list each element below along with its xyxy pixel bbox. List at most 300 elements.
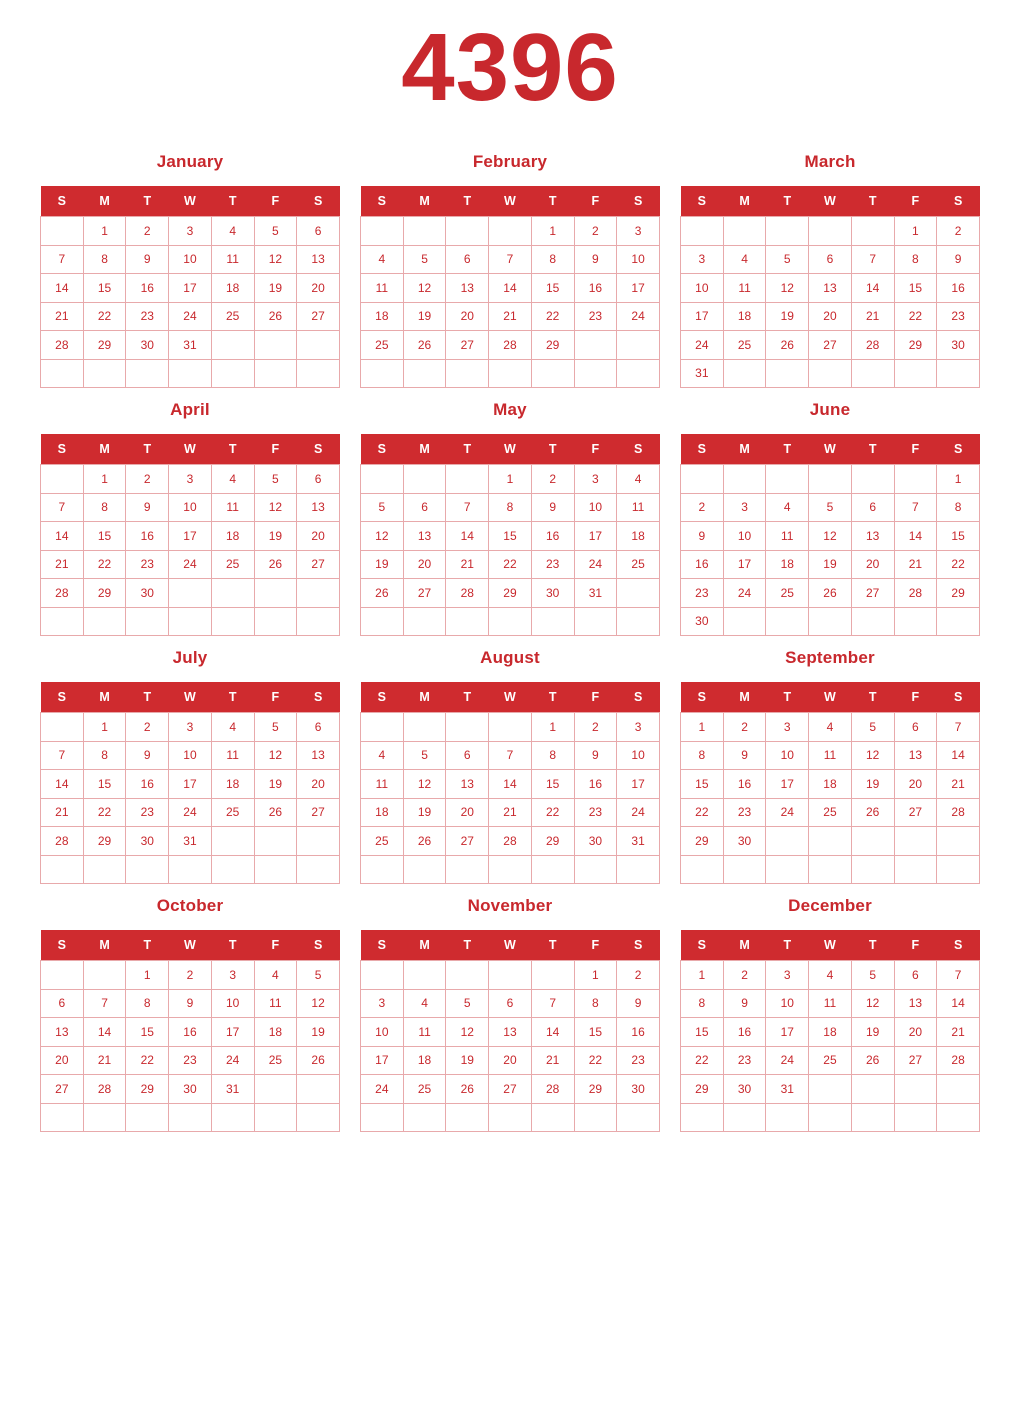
day-cell[interactable]: 20 xyxy=(297,522,340,551)
day-cell[interactable]: 22 xyxy=(574,1046,617,1075)
day-cell[interactable]: 30 xyxy=(126,331,169,360)
day-cell[interactable]: 15 xyxy=(531,770,574,799)
day-cell[interactable]: 14 xyxy=(489,274,532,303)
day-cell[interactable]: 18 xyxy=(809,770,852,799)
day-cell[interactable]: 23 xyxy=(169,1046,212,1075)
day-cell[interactable]: 9 xyxy=(126,741,169,770)
day-cell[interactable]: 6 xyxy=(297,713,340,742)
day-cell[interactable]: 12 xyxy=(297,989,340,1018)
day-cell[interactable]: 23 xyxy=(723,798,766,827)
day-cell[interactable]: 29 xyxy=(531,331,574,360)
day-cell[interactable]: 13 xyxy=(41,1018,84,1047)
day-cell[interactable]: 16 xyxy=(617,1018,660,1047)
day-cell[interactable]: 15 xyxy=(83,274,126,303)
day-cell[interactable]: 21 xyxy=(489,302,532,331)
day-cell[interactable]: 11 xyxy=(254,989,297,1018)
day-cell[interactable]: 28 xyxy=(83,1075,126,1104)
day-cell[interactable]: 15 xyxy=(681,1018,724,1047)
day-cell[interactable]: 28 xyxy=(894,579,937,608)
day-cell[interactable]: 27 xyxy=(894,1046,937,1075)
day-cell[interactable]: 12 xyxy=(851,741,894,770)
day-cell[interactable]: 25 xyxy=(403,1075,446,1104)
day-cell[interactable]: 30 xyxy=(574,827,617,856)
day-cell[interactable]: 18 xyxy=(361,798,404,827)
day-cell[interactable]: 3 xyxy=(169,465,212,494)
day-cell[interactable]: 17 xyxy=(681,302,724,331)
day-cell[interactable]: 13 xyxy=(851,522,894,551)
day-cell[interactable]: 20 xyxy=(446,798,489,827)
day-cell[interactable]: 7 xyxy=(41,741,84,770)
day-cell[interactable]: 14 xyxy=(851,274,894,303)
day-cell[interactable]: 13 xyxy=(809,274,852,303)
day-cell[interactable]: 2 xyxy=(723,961,766,990)
day-cell[interactable]: 3 xyxy=(361,989,404,1018)
day-cell[interactable]: 2 xyxy=(126,713,169,742)
day-cell[interactable]: 18 xyxy=(211,770,254,799)
day-cell[interactable]: 25 xyxy=(766,579,809,608)
day-cell[interactable]: 6 xyxy=(851,493,894,522)
day-cell[interactable]: 29 xyxy=(83,827,126,856)
day-cell[interactable]: 24 xyxy=(169,550,212,579)
day-cell[interactable]: 21 xyxy=(489,798,532,827)
day-cell[interactable]: 21 xyxy=(41,550,84,579)
day-cell[interactable]: 20 xyxy=(809,302,852,331)
day-cell[interactable]: 13 xyxy=(297,741,340,770)
day-cell[interactable]: 15 xyxy=(531,274,574,303)
day-cell[interactable]: 21 xyxy=(851,302,894,331)
day-cell[interactable]: 13 xyxy=(297,245,340,274)
day-cell[interactable]: 24 xyxy=(211,1046,254,1075)
day-cell[interactable]: 17 xyxy=(766,1018,809,1047)
day-cell[interactable]: 1 xyxy=(681,961,724,990)
day-cell[interactable]: 25 xyxy=(361,827,404,856)
day-cell[interactable]: 8 xyxy=(574,989,617,1018)
day-cell[interactable]: 11 xyxy=(809,741,852,770)
day-cell[interactable]: 12 xyxy=(851,989,894,1018)
day-cell[interactable]: 10 xyxy=(169,741,212,770)
day-cell[interactable]: 7 xyxy=(489,741,532,770)
day-cell[interactable]: 17 xyxy=(361,1046,404,1075)
day-cell[interactable]: 25 xyxy=(211,550,254,579)
day-cell[interactable]: 2 xyxy=(723,713,766,742)
day-cell[interactable]: 7 xyxy=(851,245,894,274)
day-cell[interactable]: 20 xyxy=(851,550,894,579)
day-cell[interactable]: 11 xyxy=(809,989,852,1018)
day-cell[interactable]: 10 xyxy=(211,989,254,1018)
day-cell[interactable]: 27 xyxy=(403,579,446,608)
day-cell[interactable]: 8 xyxy=(894,245,937,274)
day-cell[interactable]: 21 xyxy=(531,1046,574,1075)
day-cell[interactable]: 26 xyxy=(361,579,404,608)
day-cell[interactable]: 11 xyxy=(361,274,404,303)
day-cell[interactable]: 24 xyxy=(766,1046,809,1075)
day-cell[interactable]: 15 xyxy=(83,522,126,551)
day-cell[interactable]: 9 xyxy=(723,989,766,1018)
day-cell[interactable]: 8 xyxy=(83,245,126,274)
day-cell[interactable]: 1 xyxy=(937,465,980,494)
day-cell[interactable]: 7 xyxy=(41,493,84,522)
day-cell[interactable]: 18 xyxy=(723,302,766,331)
day-cell[interactable]: 16 xyxy=(126,770,169,799)
day-cell[interactable]: 24 xyxy=(361,1075,404,1104)
day-cell[interactable]: 19 xyxy=(403,302,446,331)
day-cell[interactable]: 26 xyxy=(851,798,894,827)
day-cell[interactable]: 30 xyxy=(723,1075,766,1104)
day-cell[interactable]: 6 xyxy=(894,713,937,742)
day-cell[interactable]: 28 xyxy=(41,579,84,608)
day-cell[interactable]: 27 xyxy=(297,550,340,579)
day-cell[interactable]: 25 xyxy=(211,798,254,827)
day-cell[interactable]: 16 xyxy=(723,1018,766,1047)
day-cell[interactable]: 26 xyxy=(403,331,446,360)
day-cell[interactable]: 4 xyxy=(254,961,297,990)
day-cell[interactable]: 20 xyxy=(297,274,340,303)
day-cell[interactable]: 18 xyxy=(403,1046,446,1075)
day-cell[interactable]: 29 xyxy=(937,579,980,608)
day-cell[interactable]: 26 xyxy=(297,1046,340,1075)
day-cell[interactable]: 22 xyxy=(83,798,126,827)
day-cell[interactable]: 15 xyxy=(574,1018,617,1047)
day-cell[interactable]: 14 xyxy=(937,989,980,1018)
day-cell[interactable]: 9 xyxy=(723,741,766,770)
day-cell[interactable]: 20 xyxy=(489,1046,532,1075)
day-cell[interactable]: 21 xyxy=(41,798,84,827)
day-cell[interactable]: 17 xyxy=(169,770,212,799)
day-cell[interactable]: 3 xyxy=(169,217,212,246)
day-cell[interactable]: 8 xyxy=(937,493,980,522)
day-cell[interactable]: 6 xyxy=(297,465,340,494)
day-cell[interactable]: 16 xyxy=(723,770,766,799)
day-cell[interactable]: 21 xyxy=(894,550,937,579)
day-cell[interactable]: 10 xyxy=(766,989,809,1018)
day-cell[interactable]: 6 xyxy=(894,961,937,990)
day-cell[interactable]: 16 xyxy=(681,550,724,579)
day-cell[interactable]: 1 xyxy=(681,713,724,742)
day-cell[interactable]: 2 xyxy=(169,961,212,990)
day-cell[interactable]: 2 xyxy=(574,713,617,742)
day-cell[interactable]: 29 xyxy=(531,827,574,856)
day-cell[interactable]: 14 xyxy=(531,1018,574,1047)
day-cell[interactable]: 10 xyxy=(574,493,617,522)
day-cell[interactable]: 2 xyxy=(574,217,617,246)
day-cell[interactable]: 14 xyxy=(83,1018,126,1047)
day-cell[interactable]: 16 xyxy=(126,274,169,303)
day-cell[interactable]: 15 xyxy=(489,522,532,551)
day-cell[interactable]: 20 xyxy=(894,1018,937,1047)
day-cell[interactable]: 10 xyxy=(723,522,766,551)
day-cell[interactable]: 19 xyxy=(446,1046,489,1075)
day-cell[interactable]: 14 xyxy=(489,770,532,799)
day-cell[interactable]: 22 xyxy=(126,1046,169,1075)
day-cell[interactable]: 4 xyxy=(766,493,809,522)
day-cell[interactable]: 20 xyxy=(894,770,937,799)
day-cell[interactable]: 22 xyxy=(531,302,574,331)
day-cell[interactable]: 21 xyxy=(446,550,489,579)
day-cell[interactable]: 2 xyxy=(937,217,980,246)
day-cell[interactable]: 14 xyxy=(446,522,489,551)
day-cell[interactable]: 9 xyxy=(681,522,724,551)
day-cell[interactable]: 19 xyxy=(403,798,446,827)
day-cell[interactable]: 19 xyxy=(766,302,809,331)
day-cell[interactable]: 5 xyxy=(851,713,894,742)
day-cell[interactable]: 3 xyxy=(169,713,212,742)
day-cell[interactable]: 12 xyxy=(403,770,446,799)
day-cell[interactable]: 12 xyxy=(403,274,446,303)
day-cell[interactable]: 3 xyxy=(617,217,660,246)
day-cell[interactable]: 13 xyxy=(403,522,446,551)
day-cell[interactable]: 7 xyxy=(531,989,574,1018)
day-cell[interactable]: 30 xyxy=(126,579,169,608)
day-cell[interactable]: 17 xyxy=(766,770,809,799)
day-cell[interactable]: 11 xyxy=(211,741,254,770)
day-cell[interactable]: 14 xyxy=(41,274,84,303)
day-cell[interactable]: 9 xyxy=(937,245,980,274)
day-cell[interactable]: 12 xyxy=(361,522,404,551)
day-cell[interactable]: 18 xyxy=(254,1018,297,1047)
day-cell[interactable]: 25 xyxy=(254,1046,297,1075)
day-cell[interactable]: 11 xyxy=(211,493,254,522)
day-cell[interactable]: 1 xyxy=(531,713,574,742)
day-cell[interactable]: 13 xyxy=(489,1018,532,1047)
day-cell[interactable]: 28 xyxy=(937,798,980,827)
day-cell[interactable]: 1 xyxy=(489,465,532,494)
day-cell[interactable]: 31 xyxy=(574,579,617,608)
day-cell[interactable]: 22 xyxy=(489,550,532,579)
day-cell[interactable]: 28 xyxy=(446,579,489,608)
day-cell[interactable]: 28 xyxy=(531,1075,574,1104)
day-cell[interactable]: 3 xyxy=(574,465,617,494)
day-cell[interactable]: 15 xyxy=(83,770,126,799)
day-cell[interactable]: 9 xyxy=(126,493,169,522)
day-cell[interactable]: 11 xyxy=(617,493,660,522)
day-cell[interactable]: 19 xyxy=(361,550,404,579)
day-cell[interactable]: 1 xyxy=(83,217,126,246)
day-cell[interactable]: 5 xyxy=(446,989,489,1018)
day-cell[interactable]: 8 xyxy=(83,493,126,522)
day-cell[interactable]: 17 xyxy=(617,770,660,799)
day-cell[interactable]: 1 xyxy=(83,465,126,494)
day-cell[interactable]: 6 xyxy=(809,245,852,274)
day-cell[interactable]: 18 xyxy=(617,522,660,551)
day-cell[interactable]: 23 xyxy=(574,302,617,331)
day-cell[interactable]: 1 xyxy=(126,961,169,990)
day-cell[interactable]: 24 xyxy=(681,331,724,360)
day-cell[interactable]: 8 xyxy=(489,493,532,522)
day-cell[interactable]: 9 xyxy=(574,741,617,770)
day-cell[interactable]: 4 xyxy=(723,245,766,274)
day-cell[interactable]: 23 xyxy=(617,1046,660,1075)
day-cell[interactable]: 28 xyxy=(41,331,84,360)
day-cell[interactable]: 29 xyxy=(681,827,724,856)
day-cell[interactable]: 31 xyxy=(681,359,724,388)
day-cell[interactable]: 12 xyxy=(254,741,297,770)
day-cell[interactable]: 16 xyxy=(574,274,617,303)
day-cell[interactable]: 20 xyxy=(446,302,489,331)
day-cell[interactable]: 23 xyxy=(126,798,169,827)
day-cell[interactable]: 8 xyxy=(126,989,169,1018)
day-cell[interactable]: 22 xyxy=(531,798,574,827)
day-cell[interactable]: 25 xyxy=(617,550,660,579)
day-cell[interactable]: 26 xyxy=(809,579,852,608)
day-cell[interactable]: 27 xyxy=(894,798,937,827)
day-cell[interactable]: 5 xyxy=(254,465,297,494)
day-cell[interactable]: 5 xyxy=(254,713,297,742)
day-cell[interactable]: 18 xyxy=(211,522,254,551)
day-cell[interactable]: 16 xyxy=(574,770,617,799)
day-cell[interactable]: 2 xyxy=(126,465,169,494)
day-cell[interactable]: 4 xyxy=(809,961,852,990)
day-cell[interactable]: 1 xyxy=(83,713,126,742)
day-cell[interactable]: 23 xyxy=(531,550,574,579)
day-cell[interactable]: 27 xyxy=(851,579,894,608)
day-cell[interactable]: 21 xyxy=(83,1046,126,1075)
day-cell[interactable]: 21 xyxy=(937,770,980,799)
day-cell[interactable]: 4 xyxy=(211,465,254,494)
day-cell[interactable]: 5 xyxy=(254,217,297,246)
day-cell[interactable]: 27 xyxy=(446,827,489,856)
day-cell[interactable]: 24 xyxy=(169,302,212,331)
day-cell[interactable]: 4 xyxy=(809,713,852,742)
day-cell[interactable]: 15 xyxy=(126,1018,169,1047)
day-cell[interactable]: 30 xyxy=(126,827,169,856)
day-cell[interactable]: 10 xyxy=(766,741,809,770)
day-cell[interactable]: 12 xyxy=(809,522,852,551)
day-cell[interactable]: 11 xyxy=(403,1018,446,1047)
day-cell[interactable]: 10 xyxy=(617,245,660,274)
day-cell[interactable]: 24 xyxy=(766,798,809,827)
day-cell[interactable]: 13 xyxy=(446,274,489,303)
day-cell[interactable]: 19 xyxy=(254,274,297,303)
day-cell[interactable]: 23 xyxy=(681,579,724,608)
day-cell[interactable]: 16 xyxy=(531,522,574,551)
day-cell[interactable]: 10 xyxy=(361,1018,404,1047)
day-cell[interactable]: 22 xyxy=(894,302,937,331)
day-cell[interactable]: 31 xyxy=(169,331,212,360)
day-cell[interactable]: 8 xyxy=(83,741,126,770)
day-cell[interactable]: 5 xyxy=(403,741,446,770)
day-cell[interactable]: 29 xyxy=(894,331,937,360)
day-cell[interactable]: 7 xyxy=(937,961,980,990)
day-cell[interactable]: 17 xyxy=(211,1018,254,1047)
day-cell[interactable]: 15 xyxy=(894,274,937,303)
day-cell[interactable]: 20 xyxy=(403,550,446,579)
day-cell[interactable]: 17 xyxy=(574,522,617,551)
day-cell[interactable]: 18 xyxy=(361,302,404,331)
day-cell[interactable]: 31 xyxy=(169,827,212,856)
day-cell[interactable]: 8 xyxy=(531,741,574,770)
day-cell[interactable]: 19 xyxy=(254,522,297,551)
day-cell[interactable]: 3 xyxy=(766,961,809,990)
day-cell[interactable]: 11 xyxy=(361,770,404,799)
day-cell[interactable]: 5 xyxy=(766,245,809,274)
day-cell[interactable]: 6 xyxy=(489,989,532,1018)
day-cell[interactable]: 4 xyxy=(211,713,254,742)
day-cell[interactable]: 28 xyxy=(851,331,894,360)
day-cell[interactable]: 30 xyxy=(169,1075,212,1104)
day-cell[interactable]: 5 xyxy=(361,493,404,522)
day-cell[interactable]: 30 xyxy=(531,579,574,608)
day-cell[interactable]: 3 xyxy=(723,493,766,522)
day-cell[interactable]: 14 xyxy=(937,741,980,770)
day-cell[interactable]: 28 xyxy=(489,331,532,360)
day-cell[interactable]: 25 xyxy=(211,302,254,331)
day-cell[interactable]: 4 xyxy=(361,245,404,274)
day-cell[interactable]: 29 xyxy=(126,1075,169,1104)
day-cell[interactable]: 10 xyxy=(681,274,724,303)
day-cell[interactable]: 24 xyxy=(617,302,660,331)
day-cell[interactable]: 10 xyxy=(169,493,212,522)
day-cell[interactable]: 18 xyxy=(809,1018,852,1047)
day-cell[interactable]: 3 xyxy=(211,961,254,990)
day-cell[interactable]: 25 xyxy=(809,1046,852,1075)
day-cell[interactable]: 6 xyxy=(446,245,489,274)
day-cell[interactable]: 24 xyxy=(617,798,660,827)
day-cell[interactable]: 24 xyxy=(574,550,617,579)
day-cell[interactable]: 5 xyxy=(297,961,340,990)
day-cell[interactable]: 2 xyxy=(681,493,724,522)
day-cell[interactable]: 3 xyxy=(617,713,660,742)
day-cell[interactable]: 7 xyxy=(41,245,84,274)
day-cell[interactable]: 9 xyxy=(574,245,617,274)
day-cell[interactable]: 2 xyxy=(126,217,169,246)
day-cell[interactable]: 27 xyxy=(809,331,852,360)
day-cell[interactable]: 16 xyxy=(126,522,169,551)
day-cell[interactable]: 18 xyxy=(766,550,809,579)
day-cell[interactable]: 7 xyxy=(894,493,937,522)
day-cell[interactable]: 23 xyxy=(937,302,980,331)
day-cell[interactable]: 13 xyxy=(894,989,937,1018)
day-cell[interactable]: 12 xyxy=(766,274,809,303)
day-cell[interactable]: 8 xyxy=(681,989,724,1018)
day-cell[interactable]: 2 xyxy=(617,961,660,990)
day-cell[interactable]: 17 xyxy=(723,550,766,579)
day-cell[interactable]: 14 xyxy=(41,770,84,799)
day-cell[interactable]: 20 xyxy=(41,1046,84,1075)
day-cell[interactable]: 16 xyxy=(169,1018,212,1047)
day-cell[interactable]: 23 xyxy=(574,798,617,827)
day-cell[interactable]: 30 xyxy=(617,1075,660,1104)
day-cell[interactable]: 25 xyxy=(723,331,766,360)
day-cell[interactable]: 19 xyxy=(254,770,297,799)
day-cell[interactable]: 30 xyxy=(937,331,980,360)
day-cell[interactable]: 10 xyxy=(617,741,660,770)
day-cell[interactable]: 9 xyxy=(531,493,574,522)
day-cell[interactable]: 24 xyxy=(169,798,212,827)
day-cell[interactable]: 7 xyxy=(937,713,980,742)
day-cell[interactable]: 26 xyxy=(851,1046,894,1075)
day-cell[interactable]: 26 xyxy=(446,1075,489,1104)
day-cell[interactable]: 15 xyxy=(937,522,980,551)
day-cell[interactable]: 6 xyxy=(403,493,446,522)
day-cell[interactable]: 11 xyxy=(211,245,254,274)
day-cell[interactable]: 22 xyxy=(83,550,126,579)
day-cell[interactable]: 17 xyxy=(169,522,212,551)
day-cell[interactable]: 29 xyxy=(83,579,126,608)
day-cell[interactable]: 11 xyxy=(723,274,766,303)
day-cell[interactable]: 14 xyxy=(894,522,937,551)
day-cell[interactable]: 28 xyxy=(489,827,532,856)
day-cell[interactable]: 19 xyxy=(809,550,852,579)
day-cell[interactable]: 26 xyxy=(403,827,446,856)
day-cell[interactable]: 4 xyxy=(211,217,254,246)
day-cell[interactable]: 9 xyxy=(617,989,660,1018)
day-cell[interactable]: 29 xyxy=(574,1075,617,1104)
day-cell[interactable]: 12 xyxy=(254,245,297,274)
day-cell[interactable]: 23 xyxy=(126,550,169,579)
day-cell[interactable]: 10 xyxy=(169,245,212,274)
day-cell[interactable]: 26 xyxy=(254,798,297,827)
day-cell[interactable]: 30 xyxy=(723,827,766,856)
